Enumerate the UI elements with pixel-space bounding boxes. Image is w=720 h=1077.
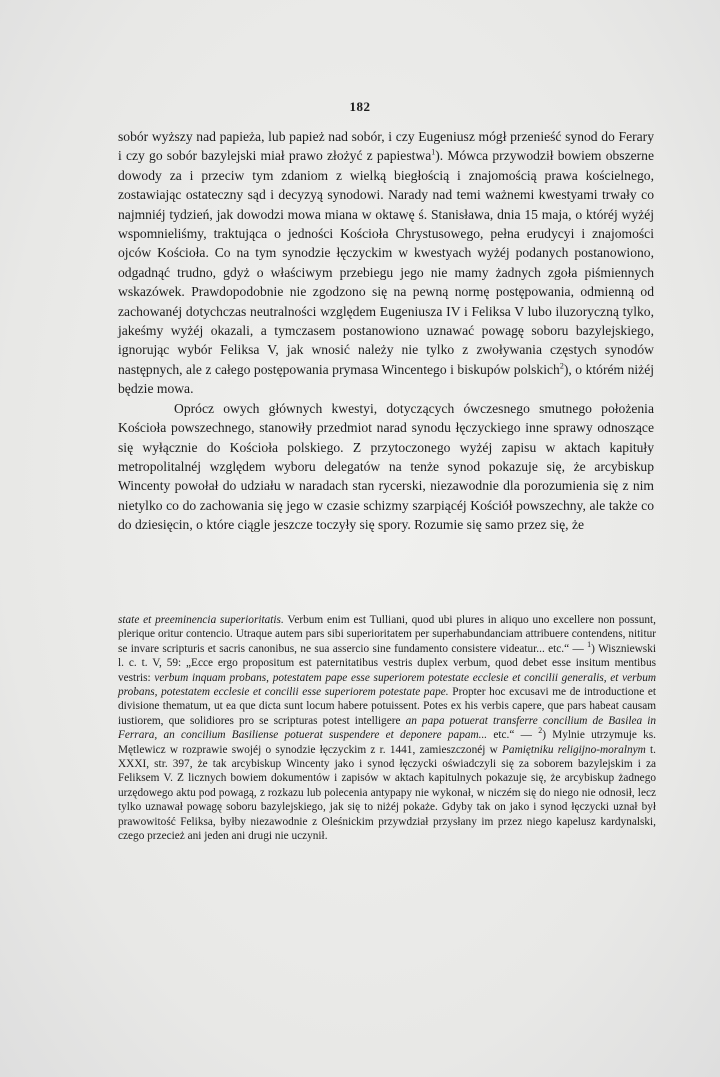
para1-line2: synod do Ferary i czy go sobór bazylejski miał prawo złożyć z papiestwa xyxy=(118,129,654,164)
main-text xyxy=(118,127,654,535)
footnote-2-italic-2: an papa potuerat transferre concilium de Basilea in Ferrara, an concilium Basiliense potuerat suspendere et deponere papam... xyxy=(118,714,657,742)
footnote-2-marker-close: ) xyxy=(542,729,546,742)
footnote-1-italic: state et preeminencia superioritatis. xyxy=(118,614,284,626)
page-number: 182 xyxy=(349,99,371,114)
para1-end: ), o którém niżéj będzie mowa. xyxy=(118,361,655,397)
footnote-2-italic-1: verbum inquam probans, potestatem pape esse superiorem potestate ecclesie et concilii generalis, et verbum probans, potestatem ecclesie et concilii esse superiorem potestate pape. xyxy=(118,671,657,699)
footnote-block xyxy=(118,613,656,844)
para1-body: Mówca przywodził bowiem obszerne dowody za i przeciw tym zdaniom z wielką biegłością i znajomością prawa kościelnego, zostawiając ostateczny sąd i decyzyą synodowi. Narady nad temi ważnemi kwestyami trwały co najmniéj tydzień, jak dowodzi mowa miana w oktawę ś. Stanisława, dnia 15 maja, o któréj wyżéj wspomnieliśmy, traktująca o jedności Kościoła Chrystusowego, pełna erudycyi i znajomości ojców Kościoła. Co na tym synodzie łęczyckim w kwestyach wyżéj podanych postanowiono, odgadnąć trudno, gdyż o właściwym przebiegu jego nie mamy żadnych zgoła piśmiennych wskazówek. Prawdopodobnie nie zgodzono się na pewną normę postępowania, odmienną od zachowanéj dotychczas neutralności względem Eugeniusza IV i Feliksa V lubo iluzoryczną tylko, jakeśmy wyżéj okazali, a tymczasem postanowiono uznawać powagę soboru bazylejskiego, ignorując wybór Feliksa V, jak wnosić należy nie tylko z zwoływania częstych synodów następnych, ale z całego postępowania prymasa Wincentego i biskupów polskich xyxy=(118,148,655,377)
footnotes xyxy=(118,613,656,844)
paragraph-1 xyxy=(118,127,654,399)
footnote-ref-1: 1 xyxy=(431,147,436,157)
footnote-2-text-2: Propter hoc excusavi me de introductione et divisione thematum, ut ea que dicta sunt locum habere potuissent. Potes ex his verbis capere, que pars habeat causam iustiorem, que solidiores pro se scripturas potest intelligere xyxy=(118,686,657,727)
para1-line2-end: ). xyxy=(435,148,444,164)
footnote-1-text: Verbum enim est Tulliani, quod ubi plures in aliquo uno excellere non possunt, plerique oritur contencio. Utraque autem pars sibi superioritatem per superhabundanciam attribuere contendens, nititur se invare scripturis et sacris canonibus, ne sua assercio sine fundamento consistere videatur... etc.“ — xyxy=(118,614,656,655)
footnote-2-marker: 2 xyxy=(538,726,543,736)
footnote-3-italic: Pamiętniku religijno-moralnym xyxy=(502,743,646,756)
para1-line1: sobór wyższy nad papieża, lub papież nad sobór, i czy Eugeniusz mógł przenieść xyxy=(118,129,562,144)
footnote-ref-2: 2 xyxy=(559,361,564,371)
footnote-1-marker: 1 xyxy=(587,640,592,650)
footnote-3-text-1: Mylnie utrzymuje ks. Mętlewicz w rozprawie swojéj o synodzie łęczyckim z r. 1441, zamieszczonéj w xyxy=(118,729,656,756)
paragraph-2: Oprócz owych głównych kwestyi, dotyczących ówczesnego smutnego położenia Kościoła powszechnego, stanowiły przedmiot narad synodu łęczyckiego inne sprawy odnoszące się wyłącznie do Kościoła polskiego. Z przytoczonego wyżéj zapisu w aktach kapituły metropolitalnéj względem wyboru delegatów na tenże synod pokazuje się, że arcybiskup Wincenty powołał do udziału w naradach stan rycerski, niezawodnie dla porozumienia się z nim nietylko co do zachowania się jego w czasie schizmy szarpiącéj Kościół powszechny, ale także co do dziesięcin, o które ciągle jeszcze toczyły się spory. Rozumie się samo przez się, że xyxy=(118,400,654,533)
footnote-1-marker-close: ) xyxy=(591,642,595,655)
footnote-2-text-3: etc.“ — xyxy=(493,729,532,742)
footnote-2-text: Wiszniewski l. c. t. V, 59: „Ecce ergo propositum est paternitatibus vestris duplex verbum, quod debet esse insitum mentibus vestris: xyxy=(118,642,656,684)
footnote-3-text-2: t. XXXI, str. 397, że tak arcybiskup Wincenty jako i synod łęczycki oświadczyli się za soborem bazylejskim i za Feliksem V. Z licznych bowiem dokumentów i zapisów w aktach kapitulnych pokazuje się, że arcybiskup żadnego urzędowego aktu pod powagą, z rozkazu lub polecenia antypapy nie wykonał, w niczém się do niego nie odnosił, lecz tylko uznawał powagę soboru bazylejskiego, jak się to niżéj pokaże. Gdyby tak on jako i synod łęczycki uznał był prawowitość Feliksa, byłby niezawodnie z Oleśnickim przywdział przysłany im przez niego kapelusz kardynalski, czego przecież ani jeden ani drugi nie uczynił. xyxy=(118,743,657,843)
